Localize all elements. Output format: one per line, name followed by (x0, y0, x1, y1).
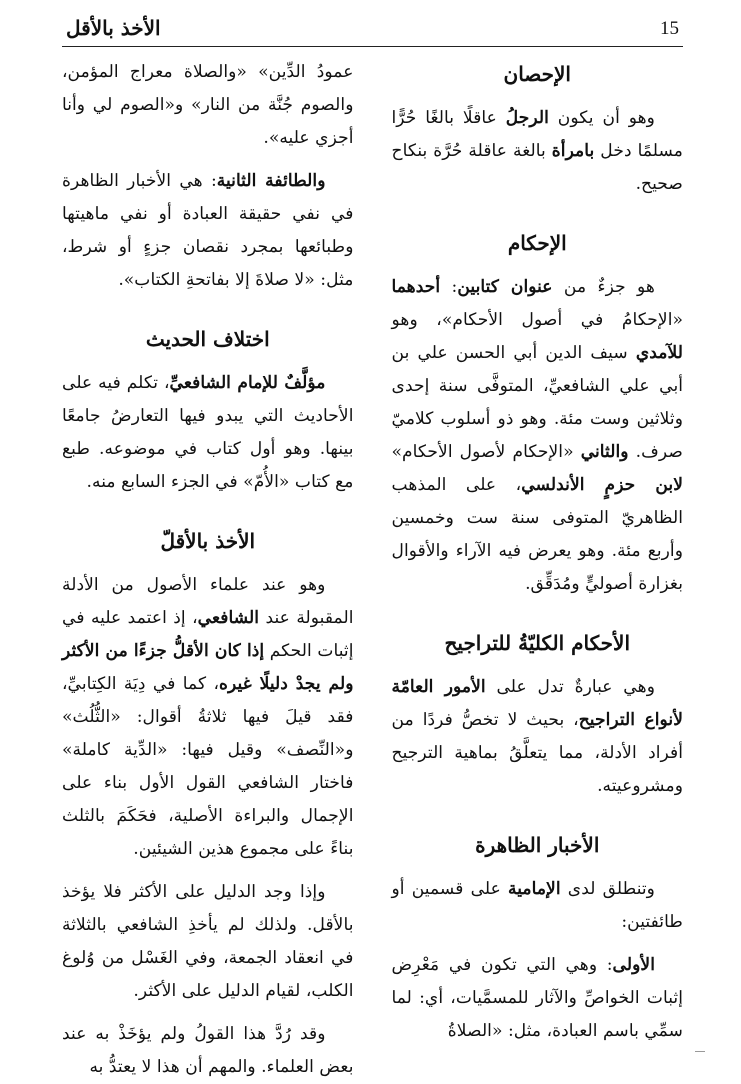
left-column (62, 56, 354, 1077)
paragraph-ihsan: وهو أن يكون الرجلُ عاقلًا بالغًا حُرًّا مسلمًا دخل بامرأة بالغة عاقلة حُرَّة بنكاح صحيح. (391, 108, 683, 194)
section-title-ihsan: الإحصان (503, 62, 571, 86)
section-title-akhdh-bil-aqall: الأخذ بالأقلّ (160, 529, 256, 553)
paragraph-akhdh-2: وإذا وجد الدليل على الأكثر فلا يؤخذ بالأقل. ولذلك لم يأخذِ الشافعي بالثلاثة في انعقاد الجمعة، وفي الغَسْل من وُلوغ الكلب، لقيام الدليل على الأكثر. (62, 882, 354, 1001)
paragraph-akhbar-zahira: وتنطلق لدى الإمامية على قسمين أو طائفتين: (391, 879, 683, 932)
section-title-ikhtilaf-hadith: اختلاف الحديث (145, 327, 270, 351)
section-title-ahkam-kulliya: الأحكام الكليّةُ للتراجيح (444, 631, 630, 655)
text-columns (62, 56, 683, 1077)
section-title-akhbar-zahira: الأخبار الظاهرة (475, 833, 600, 857)
paragraph-ikhtilaf-hadith: مؤلَّفٌ للإمام الشافعيِّ، تكلم فيه على الأحاديث التي يبدو فيها التعارضُ جامعًا بينها. وهو أول كتاب في موضوعه. طبع مع كتاب «الأُمّ» في الجزء السابع منه. (62, 373, 354, 492)
corner-mark (695, 1051, 705, 1052)
page-header (62, 10, 683, 47)
running-head: الأخذ بالأقل (66, 16, 161, 40)
paragraph-first-group: الأولى: وهي التي تكون في مَعْرِض إثبات الخواصِّ والآثار للمسمَّيات، أي: لما سمِّي باسم العبادة، مثل: «الصلاةُ (391, 955, 683, 1041)
paragraph-akhdh-3: وقد رُدَّ هذا القولُ ولم يؤخَذْ به عند بعض العلماء. والمهم أن هذا لا يعتدُّ به (62, 1024, 354, 1077)
section-title-ihkam: الإحكام (507, 231, 567, 255)
paragraph-ihkam: هو جزءٌ من عنوان كتابين: أحدهما «الإحكامُ في أصول الأحكام»، وهو للآمدي سيف الدين أبي الحسن علي بن أبي علي الشافعيِّ، المتوفَّى سنة إحدى وثلاثين وست مئة. وهو ذو أسلوب كلاميّ صرف. والثاني «الإحكام لأصول الأحكام» لابن حزمٍ الأندلسي، على المذهب الظاهريّ المتوفى سنة ست وخمسين وأربع مئة. وهو يعرض فيه الآراء والأقوال بغزارة أصوليٍّ ومُدَقِّق. (391, 277, 683, 594)
paragraph-ahkam-kulliya: وهي عبارةٌ تدل على الأمور العامّة لأنواع التراجيح، بحيث لا تخصُّ فردًا من أفراد الأدلة، مما يتعلَّقُ بماهية الترجيح ومشروعيته. (391, 677, 683, 796)
paragraph-akhdh-1: وهو عند علماء الأصول من الأدلة المقبولة عند الشافعي، إذ اعتمد عليه في إثبات الحكم إذا كان الأقلُّ جزءًا من الأكثر ولم يجدْ دليلًا غيره، كما في دِيَة الكِتابيِّ، فقد قيلَ فيها ثلاثةُ أقوال: «الثُّلُث» و«النِّصف» وقيل فيها: «الدِّية كاملة» فاختار الشافعي القول الأول بناء على الإجمال والبراءة الأصلية، فحَكَمَ بالثلث بناءً على مجموع هذين الشيئين. (62, 575, 354, 859)
right-column (392, 56, 684, 1056)
paragraph-continuation: عمودُ الدِّين» «والصلاة معراج المؤمن، والصوم جُنَّة من النار» و«الصوم لي وأنا أجزي عليه». (62, 62, 354, 148)
paragraph-second-group: والطائفة الثانية: هي الأخبار الظاهرة في نفي حقيقة العبادة أو نفي ماهيتها وطبائعها بمجرد نقصان جزءٍ أو شرط، مثل: «لا صلاةَ إلا بفاتحةِ الكتاب». (62, 171, 354, 290)
page-number: 15 (660, 18, 679, 39)
